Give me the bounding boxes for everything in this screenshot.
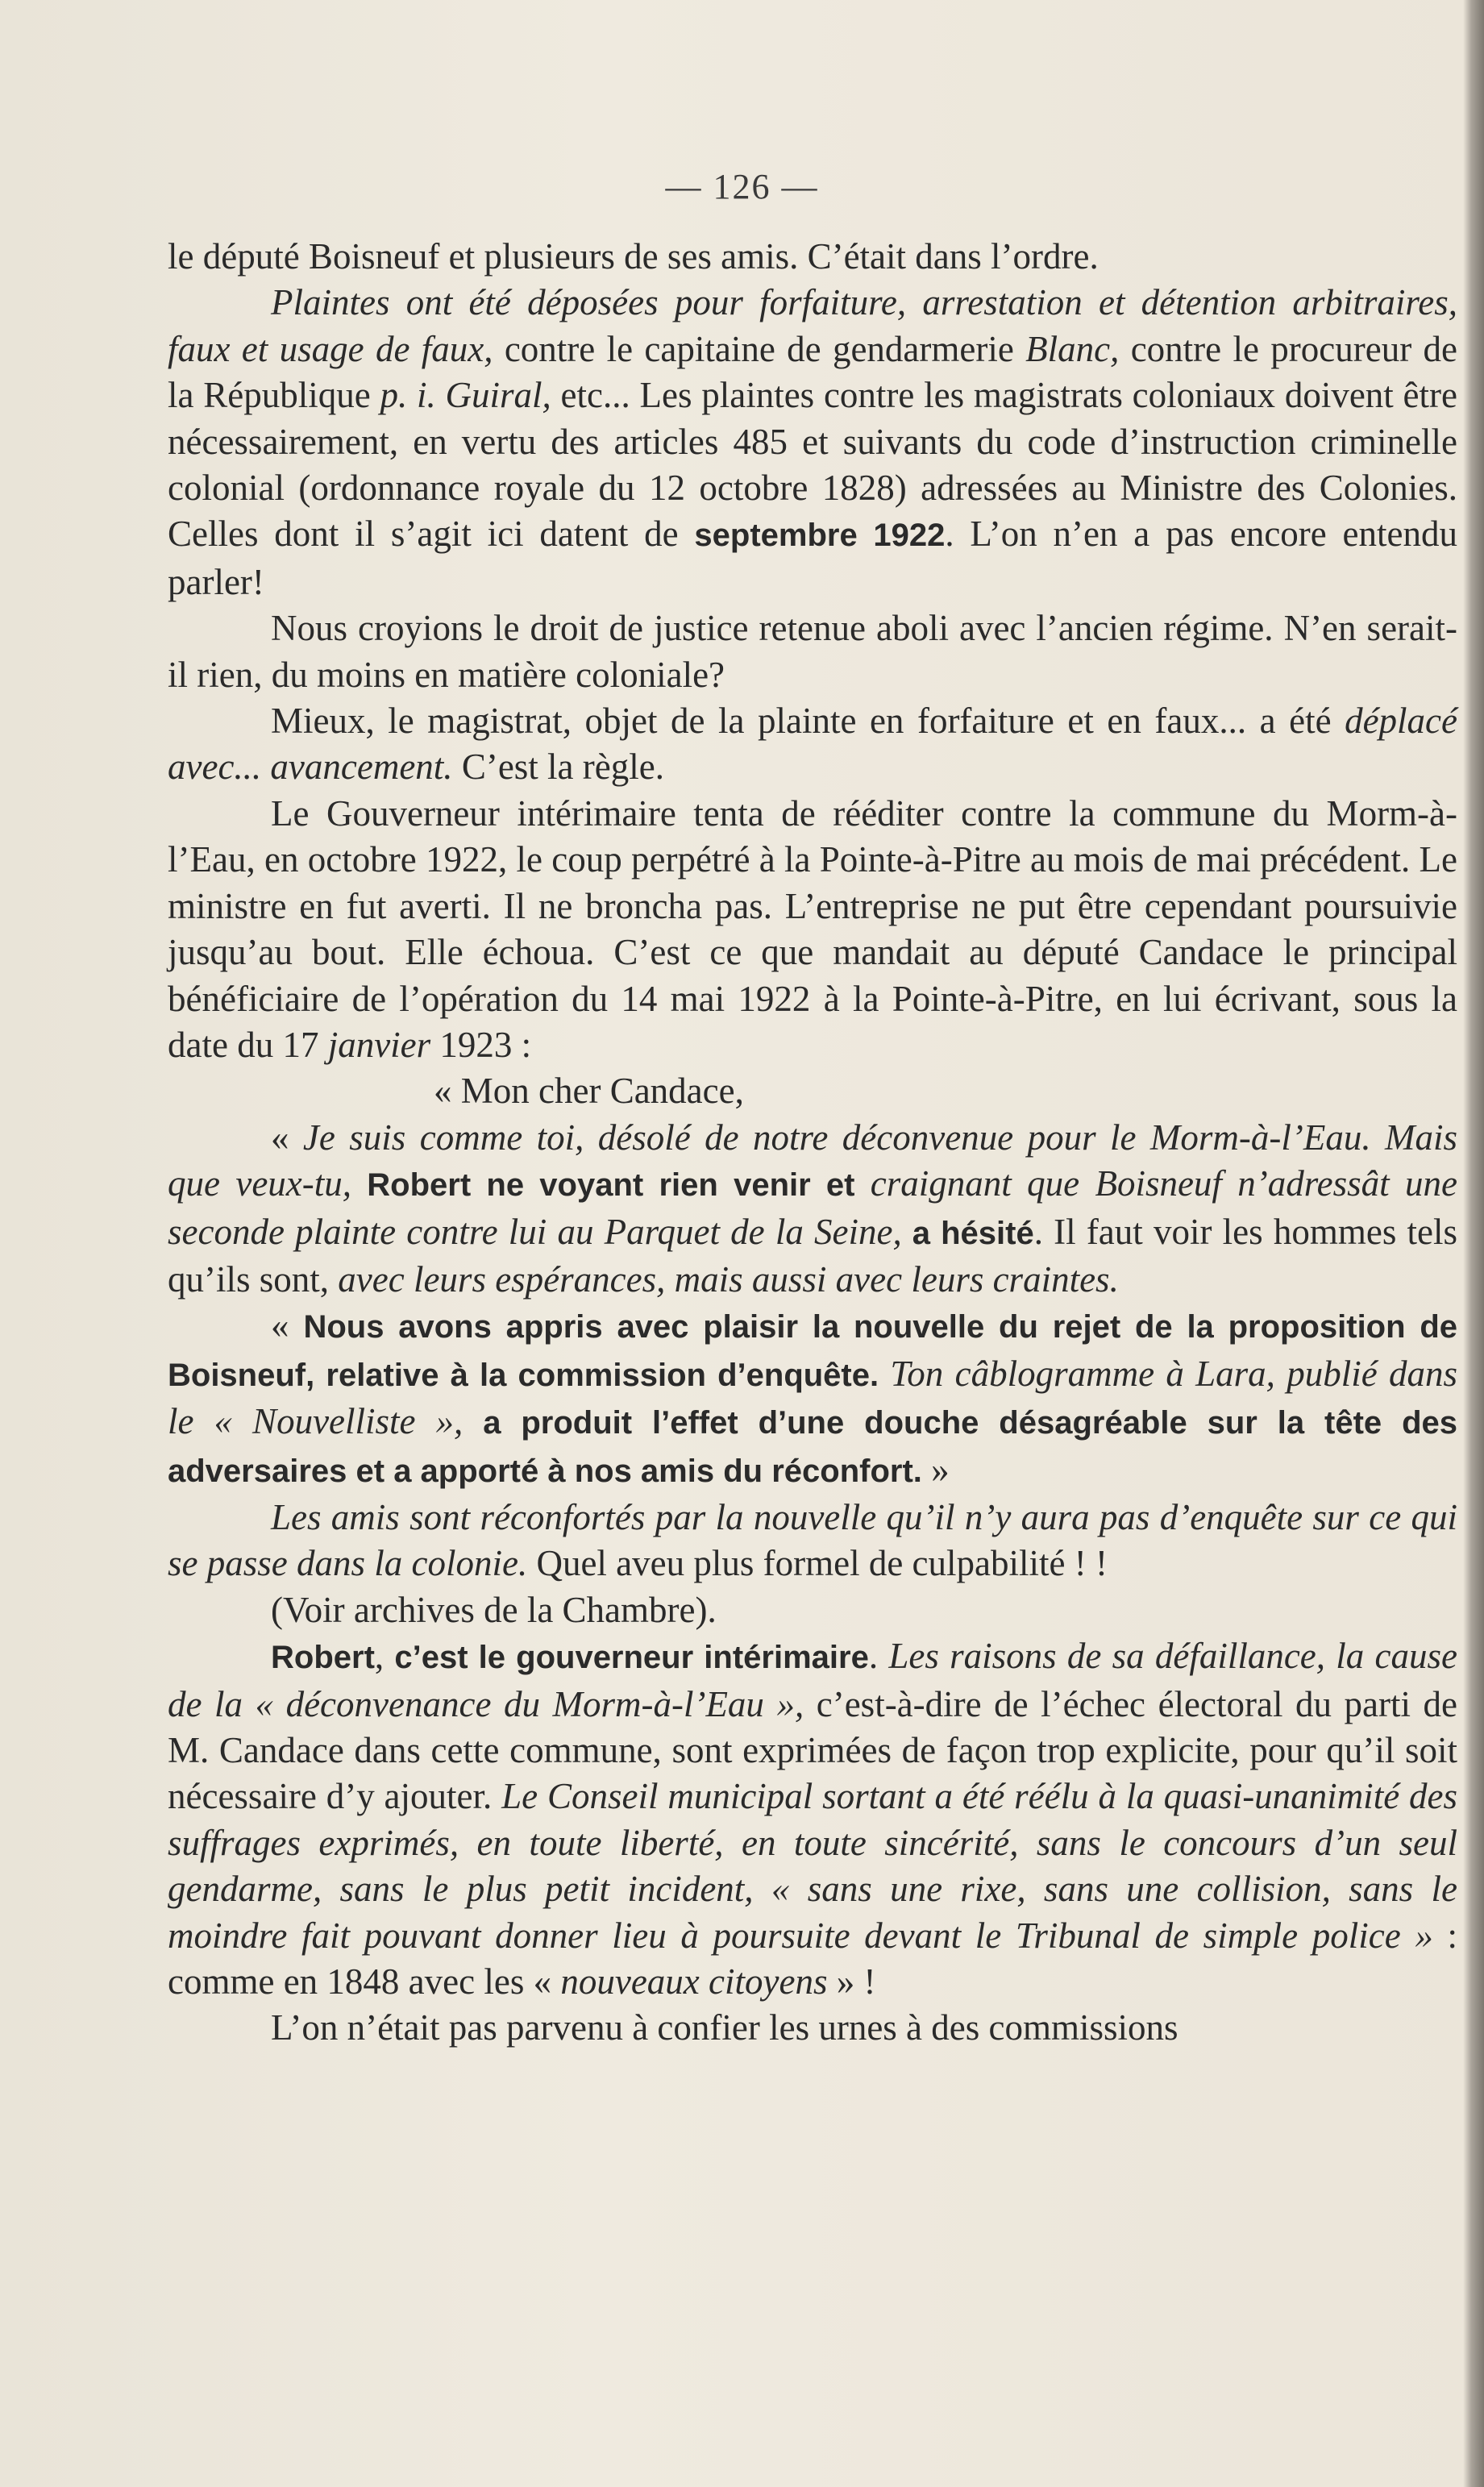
italic-text: déplacé avec... avancement. [168, 701, 1457, 788]
text-run: C’est la règle. [452, 747, 664, 788]
paragraph [168, 1115, 1457, 1304]
text-run: Quel aveu plus formel de culpabilité ! ! [527, 1543, 1108, 1584]
text-run: : comme en 1848 avec les « [168, 1915, 1457, 2002]
text-run: » [921, 1449, 950, 1490]
italic-text: craignant que Boisneuf n’adressât une seconde plainte contre lui au Parquet de la Seine, [168, 1163, 1457, 1252]
paragraph [168, 698, 1457, 791]
text-run: . L’on n’en a pas encore entendu parler! [168, 514, 1457, 602]
italic-text: Ton câblogramme à Lara, publié dans le « Nouvelliste », [168, 1353, 1457, 1442]
italic-text: janvier [327, 1024, 431, 1065]
paragraph [168, 791, 1457, 1068]
paragraph [168, 1495, 1457, 1587]
text-run: contre le capitaine de gendarmerie [493, 328, 1026, 369]
paragraph [168, 605, 1457, 698]
paragraph [168, 1303, 1457, 1495]
italic-text: Les raisons de sa défaillance, la cause de la « déconvenance du Morm-à-l’Eau », [168, 1636, 1457, 1724]
text-run: c’est-à-dire de l’échec électoral du parti de M. Candace dans cette commune, sont exprimées de façon trop explicite, pour qu’il soit nécessaire d’y ajouter. [168, 1683, 1457, 1817]
italic-text: p. i. Guiral, [380, 375, 551, 416]
text-run: . [868, 1636, 889, 1677]
paragraph [168, 2005, 1457, 2051]
text-run: Mieux, le magistrat, objet de la plainte en forfaiture et en faux... a été [271, 701, 1345, 742]
bold-text: Nous avons appris avec plaisir la nouvelle du rejet de la proposition de Boisneuf, relative à la commission d’enquête. [168, 1309, 1458, 1393]
italic-text: Les amis sont réconfortés par la nouvelle qu’il n’y aura pas d’enquête sur ce qui se passe dans la colonie. [168, 1496, 1457, 1584]
paragraph [168, 1068, 1457, 1114]
text-run: L’on n’était pas parvenu à confier les urnes à des commissions [271, 2007, 1178, 2048]
bold-text: septembre 1922 [694, 518, 946, 554]
text-run: Nous croyions le droit de justice retenue aboli avec l’ancien régime. N’en serait-il rien, du moins en matière coloniale? [168, 608, 1457, 695]
text-run: » ! [827, 1961, 876, 2002]
text-run: le député Boisneuf et plusieurs de ses amis. C’était dans l’ordre. [168, 236, 1099, 277]
italic-text: Je suis comme toi, désolé de notre déconvenue pour le Morm-à-l’Eau. Mais que veux-tu, [168, 1117, 1458, 1204]
text-run: , [374, 1636, 395, 1677]
page-edge-shadow [1463, 0, 1484, 2487]
text-run: (Voir archives de la Chambre). [271, 1589, 717, 1630]
italic-text: Le Conseil municipal sortant a été réélu à la quasi-unanimité des suffrages exprimés, en toute liberté, en toute sincérité, sans le concours d’un seul gendarme, sans le plus petit incident, « sans une rixe, sans une collision, sans le moindre fait pouvant donner lieu à poursuite devant le Tribunal de simple police » [168, 1776, 1457, 1956]
italic-text: avec leurs espérances, mais aussi avec leurs craintes. [338, 1258, 1119, 1300]
bold-text: Robert [271, 1640, 375, 1676]
paragraph [168, 280, 1457, 605]
italic-text: Blanc, [1025, 328, 1120, 369]
text-run: Le Gouverneur intérimaire tenta de rééditer contre la commune du Morm-à-l’Eau, en octobre 1922, le coup perpétré à la Pointe-à-Pitre au mois de mai précédent. Le ministre en fut averti. Il ne broncha pas. L’entreprise ne put être cependant poursuivie jusqu’au bout. Elle échoua. C’est ce que mandait au député Candace le principal bénéficiaire de l’opération du 14 mai 1922 à la Pointe-à-Pitre, en lui écrivant, sous la date du 17 [168, 792, 1457, 1065]
text-run: contre le procureur de la République [168, 328, 1457, 416]
bold-text: a hésité [901, 1215, 1034, 1251]
text-run: « [271, 1117, 303, 1158]
italic-text: nouveaux citoyens [560, 1961, 828, 2002]
page-number: — 126 — [665, 167, 819, 206]
bold-text: c’est le gouverneur intérimaire [394, 1640, 869, 1676]
text-run: 1923 : [430, 1024, 532, 1065]
bold-text: a produit l’effet d’une douche désagréable sur la tête des adversaires et a apporté à nos amis du réconfort. [168, 1405, 1457, 1489]
paragraph [168, 234, 1457, 280]
body-text [168, 234, 1457, 2052]
paragraph [168, 1633, 1457, 2005]
text-run: . Il faut voir les hommes tels qu’ils sont, [168, 1211, 1458, 1300]
text-run: etc... Les plaintes contre les magistrats coloniaux doivent être nécessairement, en vertu des articles 485 et suivants du code d’instruction criminelle colonial (ordonnance royale du 12 octobre 1828) adressées au Ministre des Colonies. Celles dont il s’agit ici datent de [168, 375, 1457, 555]
text-run: « Mon cher Candace, [434, 1071, 744, 1112]
text-run: « [271, 1305, 304, 1346]
italic-text: Plaintes ont été déposées pour forfaiture, arrestation et détention arbitraires, faux et usage de faux, [168, 282, 1457, 369]
paragraph [168, 1587, 1457, 1633]
bold-text: Robert ne voyant rien venir et [351, 1167, 871, 1204]
